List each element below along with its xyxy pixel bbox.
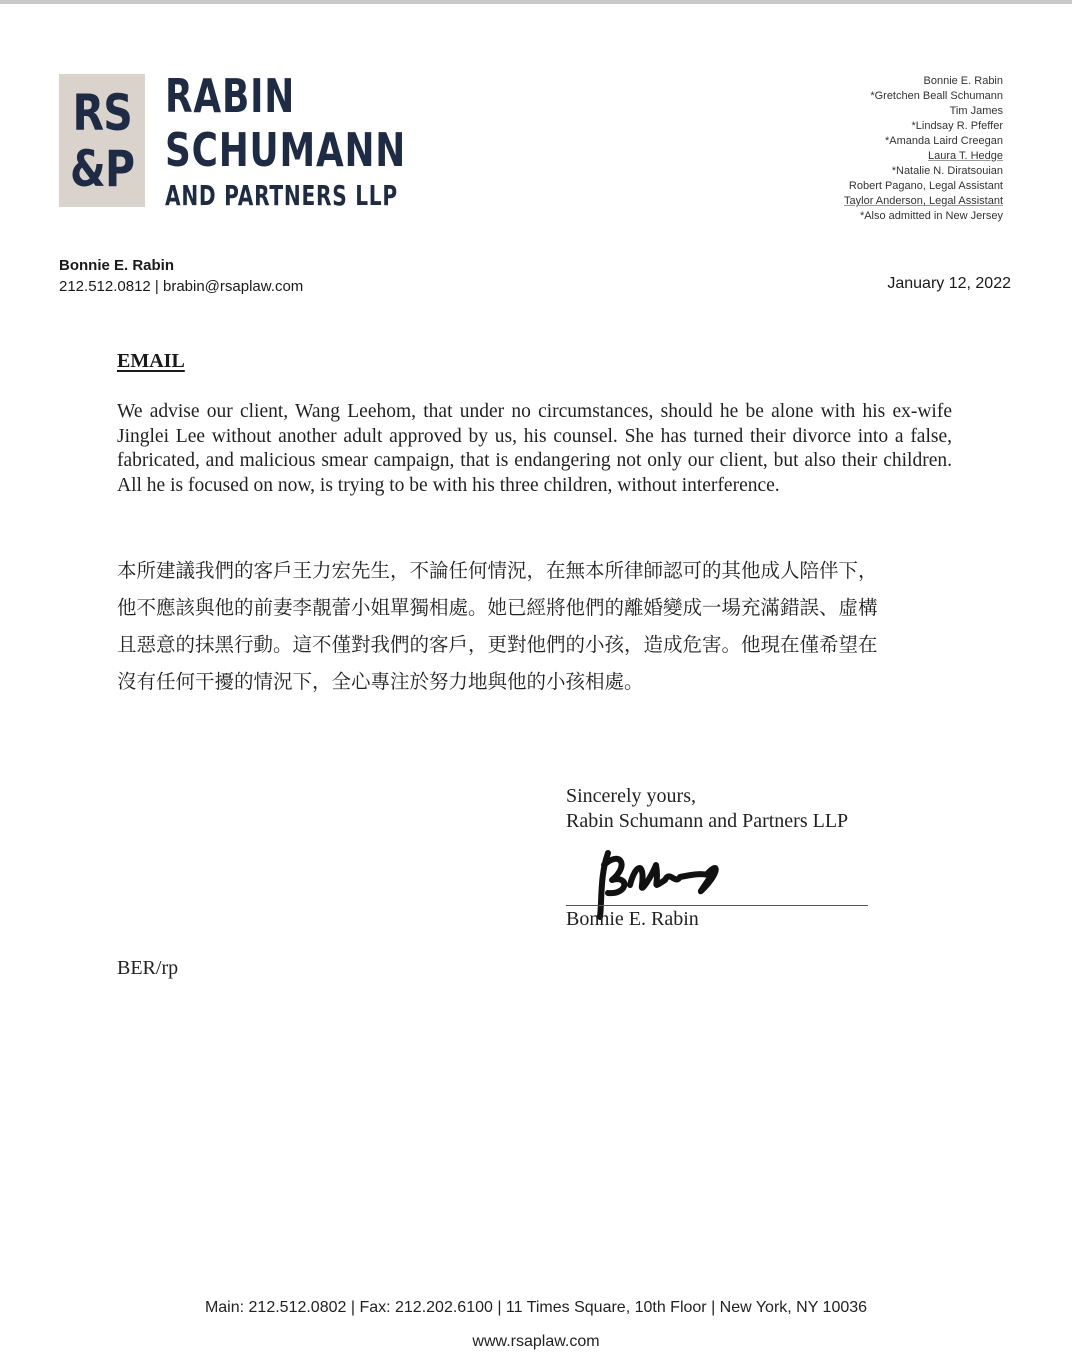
closing-block: [566, 784, 848, 834]
roster-entry: *Lindsay R. Pfeffer: [911, 120, 1003, 132]
chinese-line: 且惡意的抹黑行動。這不僅對我們的客戶，更對他們的小孩，造成危害。他現在僅希望在: [117, 633, 878, 656]
firm-name-line-3: AND PARTNERS LLP: [165, 179, 398, 212]
sender-name: Bonnie E. Rabin: [59, 257, 175, 274]
monogram-line-2: &P: [69, 139, 135, 198]
body-paragraph-english: We advise our client, Wang Leehom, that under no circumstances, should he be alone with his ex-wife Jinglei Lee without another adult approved by us, his counsel. She has turned their divorce into a false, fabricated, and malicious smear campaign, that is endangering not only our client, but also their children. All he is focused on now, is trying to be with his three children, without interference.: [117, 401, 952, 496]
firm-monogram-logo: [59, 74, 145, 207]
top-border: [0, 0, 1072, 4]
roster-entry: Taylor Anderson, Legal Assistant: [844, 195, 1003, 207]
monogram-line-1: RS: [72, 83, 132, 142]
footer-contact: Main: 212.512.0802 | Fax: 212.202.6100 | 11 Times Square, 10th Floor | New York, NY 10036: [204, 1299, 868, 1316]
attorney-roster: [844, 74, 1003, 224]
roster-entry: *Natalie N. Diratsouian: [891, 165, 1003, 177]
firm-name-line-1: RABIN: [165, 69, 296, 123]
chinese-line: 沒有任何干擾的情況下，全心專注於努力地與他的小孩相處。: [117, 670, 644, 693]
firm-name-line-2: SCHUMANN: [165, 123, 407, 177]
signature-line: [566, 905, 868, 906]
firm-name-wordmark: [165, 70, 488, 214]
roster-entry: Laura T. Hedge: [927, 150, 1003, 162]
sender-block: [59, 255, 303, 297]
chinese-line: 本所建議我們的客戶王力宏先生，不論任何情況，在無本所律師認可的其他成人陪伴下，: [117, 559, 878, 582]
signer-name: Bonnie E. Rabin: [566, 908, 699, 930]
letter-date: January 12, 2022: [887, 275, 1011, 292]
sender-contact: 212.512.0812 | brabin@rsaplaw.com: [59, 278, 304, 295]
roster-entry: *Gretchen Beall Schumann: [870, 90, 1003, 102]
reference-initials: BER/rp: [117, 957, 179, 979]
footer-website-link[interactable]: www.rsaplaw.com: [472, 1333, 600, 1350]
chinese-line: 他不應該與他的前妻李靚蕾小姐單獨相處。她已經將他們的離婚變成一場充滿錯誤、虛構: [117, 596, 878, 619]
roster-entry: Tim James: [949, 105, 1003, 117]
roster-entry: Bonnie E. Rabin: [923, 75, 1003, 87]
closing-salutation: Sincerely yours,: [566, 785, 696, 807]
closing-firm: Rabin Schumann and Partners LLP: [566, 810, 849, 832]
body-paragraph-chinese: [117, 552, 957, 700]
letter-heading: EMAIL: [117, 350, 185, 372]
roster-entry: *Amanda Laird Creegan: [884, 135, 1003, 147]
roster-entry: Robert Pagano, Legal Assistant: [848, 180, 1003, 192]
roster-footnote: *Also admitted in New Jersey: [859, 210, 1003, 222]
